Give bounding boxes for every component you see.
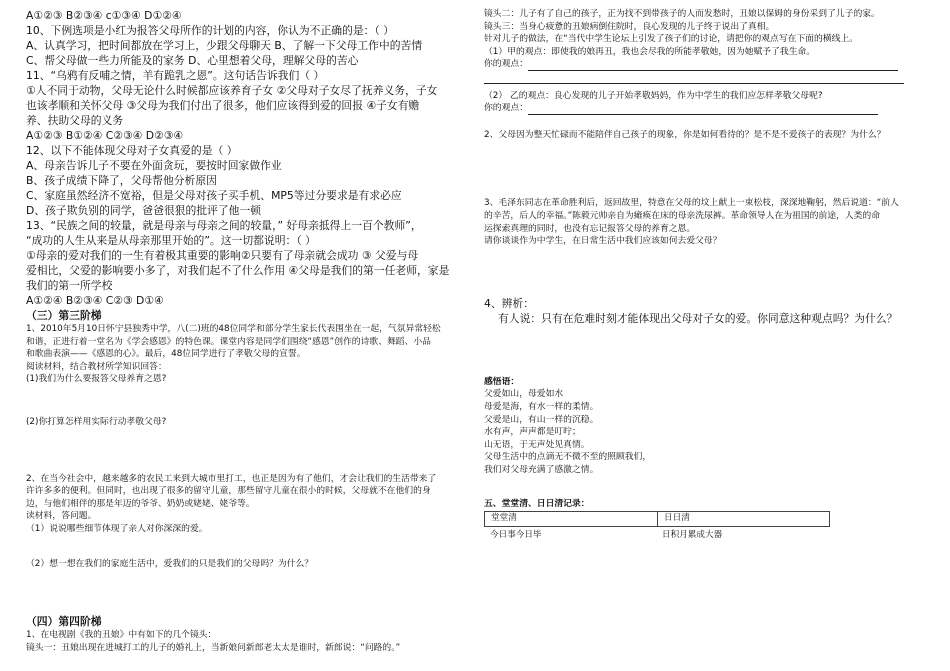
section-3-title: （三）第三阶梯 bbox=[26, 309, 102, 322]
your-view-line-2 bbox=[484, 102, 930, 115]
question-11: 11、“乌鸦有反哺之情，羊有跪乳之恩”。这句话告诉我们（ ） ①人不同于动物，父母无论什么时候都应该养育子女 ②父母对子女尽了抚养义务，子女 也该孝顺和关怀父母 ③父母为我们付出了很多，他们应该得到爱的回报 ④子女有赡 养、扶助父母的义务 A①②③ B①②④ C②③④ D②③④ bbox=[26, 69, 438, 142]
prev-answer-options: A①②③ B②③④ c①③④ D①②④ bbox=[26, 9, 182, 22]
motto-accumulate: 日积月累成大器 bbox=[662, 530, 723, 541]
material-1-question-2: (2)你打算怎样用实际行动孝敬父母? bbox=[26, 416, 167, 427]
right-column bbox=[484, 0, 930, 542]
record-footer bbox=[484, 529, 728, 542]
reflection-poem: 父爱如山，母爱如水 母爱是海，有水一样的柔情。 父爱是山，有山一样的沉稳。 水有声，声声都是叮咛； 山无语，于无声处见真情。 父母生活中的点滴无不微不至的照顾我们， 我们对父母充满了感激之情。 bbox=[484, 389, 652, 475]
answer-line bbox=[528, 114, 878, 115]
question-4-title: 4、辨析： bbox=[484, 296, 535, 310]
material-2-question-2: （2）想一想在我们的家庭生活中，爱我们的只是我们的父母吗？为什么？ bbox=[26, 558, 314, 569]
record-cell-daily: 日日清 bbox=[658, 512, 830, 527]
left-column bbox=[26, 0, 462, 654]
record-cell-class: 堂堂清 bbox=[485, 512, 658, 527]
material-1: 1、2010年5月10日怀宁县独秀中学，八(二)班的48位同学和部分学生家长代表围坐在一起，气氛异常轻松 和谐，正进行着一堂名为《学会感恩》的特色课。课堂内容是同学们围绕“感恩”创作的诗歌、舞蹈、小品 和歌曲表演——《感恩的心》。最后，48位同学进行了孝敬父母的宣誓。 阅读材料，结合教材所学知识回答： (1)我们为什么要报答父母养育之恩? bbox=[26, 324, 441, 385]
view-1: （1）甲的观点：即使我的娘再丑，我也会尽我的所能孝敬她，因为她赋予了我生命。 bbox=[484, 46, 816, 57]
your-view-line-1 bbox=[484, 58, 930, 71]
answer-line bbox=[484, 83, 904, 84]
section-4-title: （四）第四阶梯 bbox=[26, 615, 102, 629]
your-view-label: 你的观点： bbox=[484, 59, 528, 70]
reflection-title: 感悟语： bbox=[484, 376, 520, 387]
your-view-label: 你的观点： bbox=[484, 103, 528, 114]
tv-shots: 镜头二：儿子有了自己的孩子，正为找不到带孩子的人而发愁时，丑娘以保姆的身份采到了儿子的家。 镜头三：当身心疲惫的丑娘病倒住院时，良心发现的儿子终于说出了真相。 针对儿子的做法，在“当代中学生论坛上引发了孩子们的讨论，请把你的观点写在下面的横线上。 bbox=[484, 9, 880, 45]
record-table bbox=[484, 511, 830, 527]
record-title: 五、堂堂清、日日清记录： bbox=[484, 499, 590, 510]
material-3: 1、在电视剧《我的丑娘》中有如下的几个镜头： 镜头一：丑娘出现在进城打工的儿子的婚礼上，当新娘问新郎老太太是谁时，新郎说：“问路的。” bbox=[26, 630, 401, 653]
motto-today: 今日事今日毕 bbox=[490, 530, 542, 541]
question-4-text: 有人说：只有在危难时刻才能体现出父母对子女的爱。你同意这种观点吗？为什么？ bbox=[498, 311, 898, 325]
question-2: 2、父母因为整天忙碌而不能陪伴自己孩子的现象，你是如何看待的？是不是不爱孩子的表现？为什么？ bbox=[484, 129, 886, 140]
question-10: 10、下例选项是小红为报答父母所作的计划的内容，你认为不正确的是：（ ） A、认真学习，把时间都放在学习上，少跟父母聊天 B、了解一下父母工作中的苦情 C、帮父母做一些力所能及的家务 D、心里想着父母，理解父母的苦心 bbox=[26, 24, 423, 67]
material-2: 2、在当今社会中，越来越多的农民工来到大城市里打工，也正是因为有了他们，才会让我们的生活带来了 许许多多的便利。但同时，也出现了很多的留守儿童，那些留守儿童在很小的时候，父母就不在他们的身 边，与他们相伴的那是年迈的爷爷、奶奶或姥姥、姥爷等。 读材料，答问题。 （1）说说哪些细节体现了亲人对你深深的爱。 bbox=[26, 473, 437, 534]
question-12: 12、以下不能体现父母对子女真爱的是（ ） A、母亲告诉儿子不要在外面贪玩，要按时回家做作业 B、孩子成绩下降了，父母帮他分析原因 C、家庭虽然经济不宽裕，但是父母对孩子买手机、MP5等过分要求是有求必应 D、孩子欺负别的同学，爸爸很狠的批评了他一顿 bbox=[26, 144, 402, 217]
question-3: 3、毛泽东同志在革命胜利后，返回故里，特意在父母的坟上献上一束松枝，深深地鞠躬，然后说道：“前人 的辛苦，后人的幸福。”陈毅元帅亲自为瘫痪在床的母亲洗尿裤。革命领导人在为祖国的前途，人类的命 运探索真理的同时，也没有忘记报答父母的养育之恩。 请你谈谈作为中学生，在日常生活中我们应该如何去爱父母？ bbox=[484, 198, 899, 247]
question-13: 13、“民族之间的较量，就是母亲与母亲之间的较量，” 好母亲抵得上一百个教师”， “成功的人生从来是从母亲那里开始的”。这一切都说明：（ ） ①母亲的爱对我们的一生有着极其重要的影响②只要有了母亲就会成功 ③ 父爱与母 爱相比，父爱的影响要小多了，对我们起不了什么作用 ④父母是我们的第一任老师，家是 我们的第一所学校 A①②④ B②③④ C②③ D①④ bbox=[26, 219, 450, 307]
view-2: （2） 乙的观点：良心发现的儿子开始孝敬妈妈，作为中学生的我们应怎样孝敬父母呢? bbox=[484, 90, 823, 101]
